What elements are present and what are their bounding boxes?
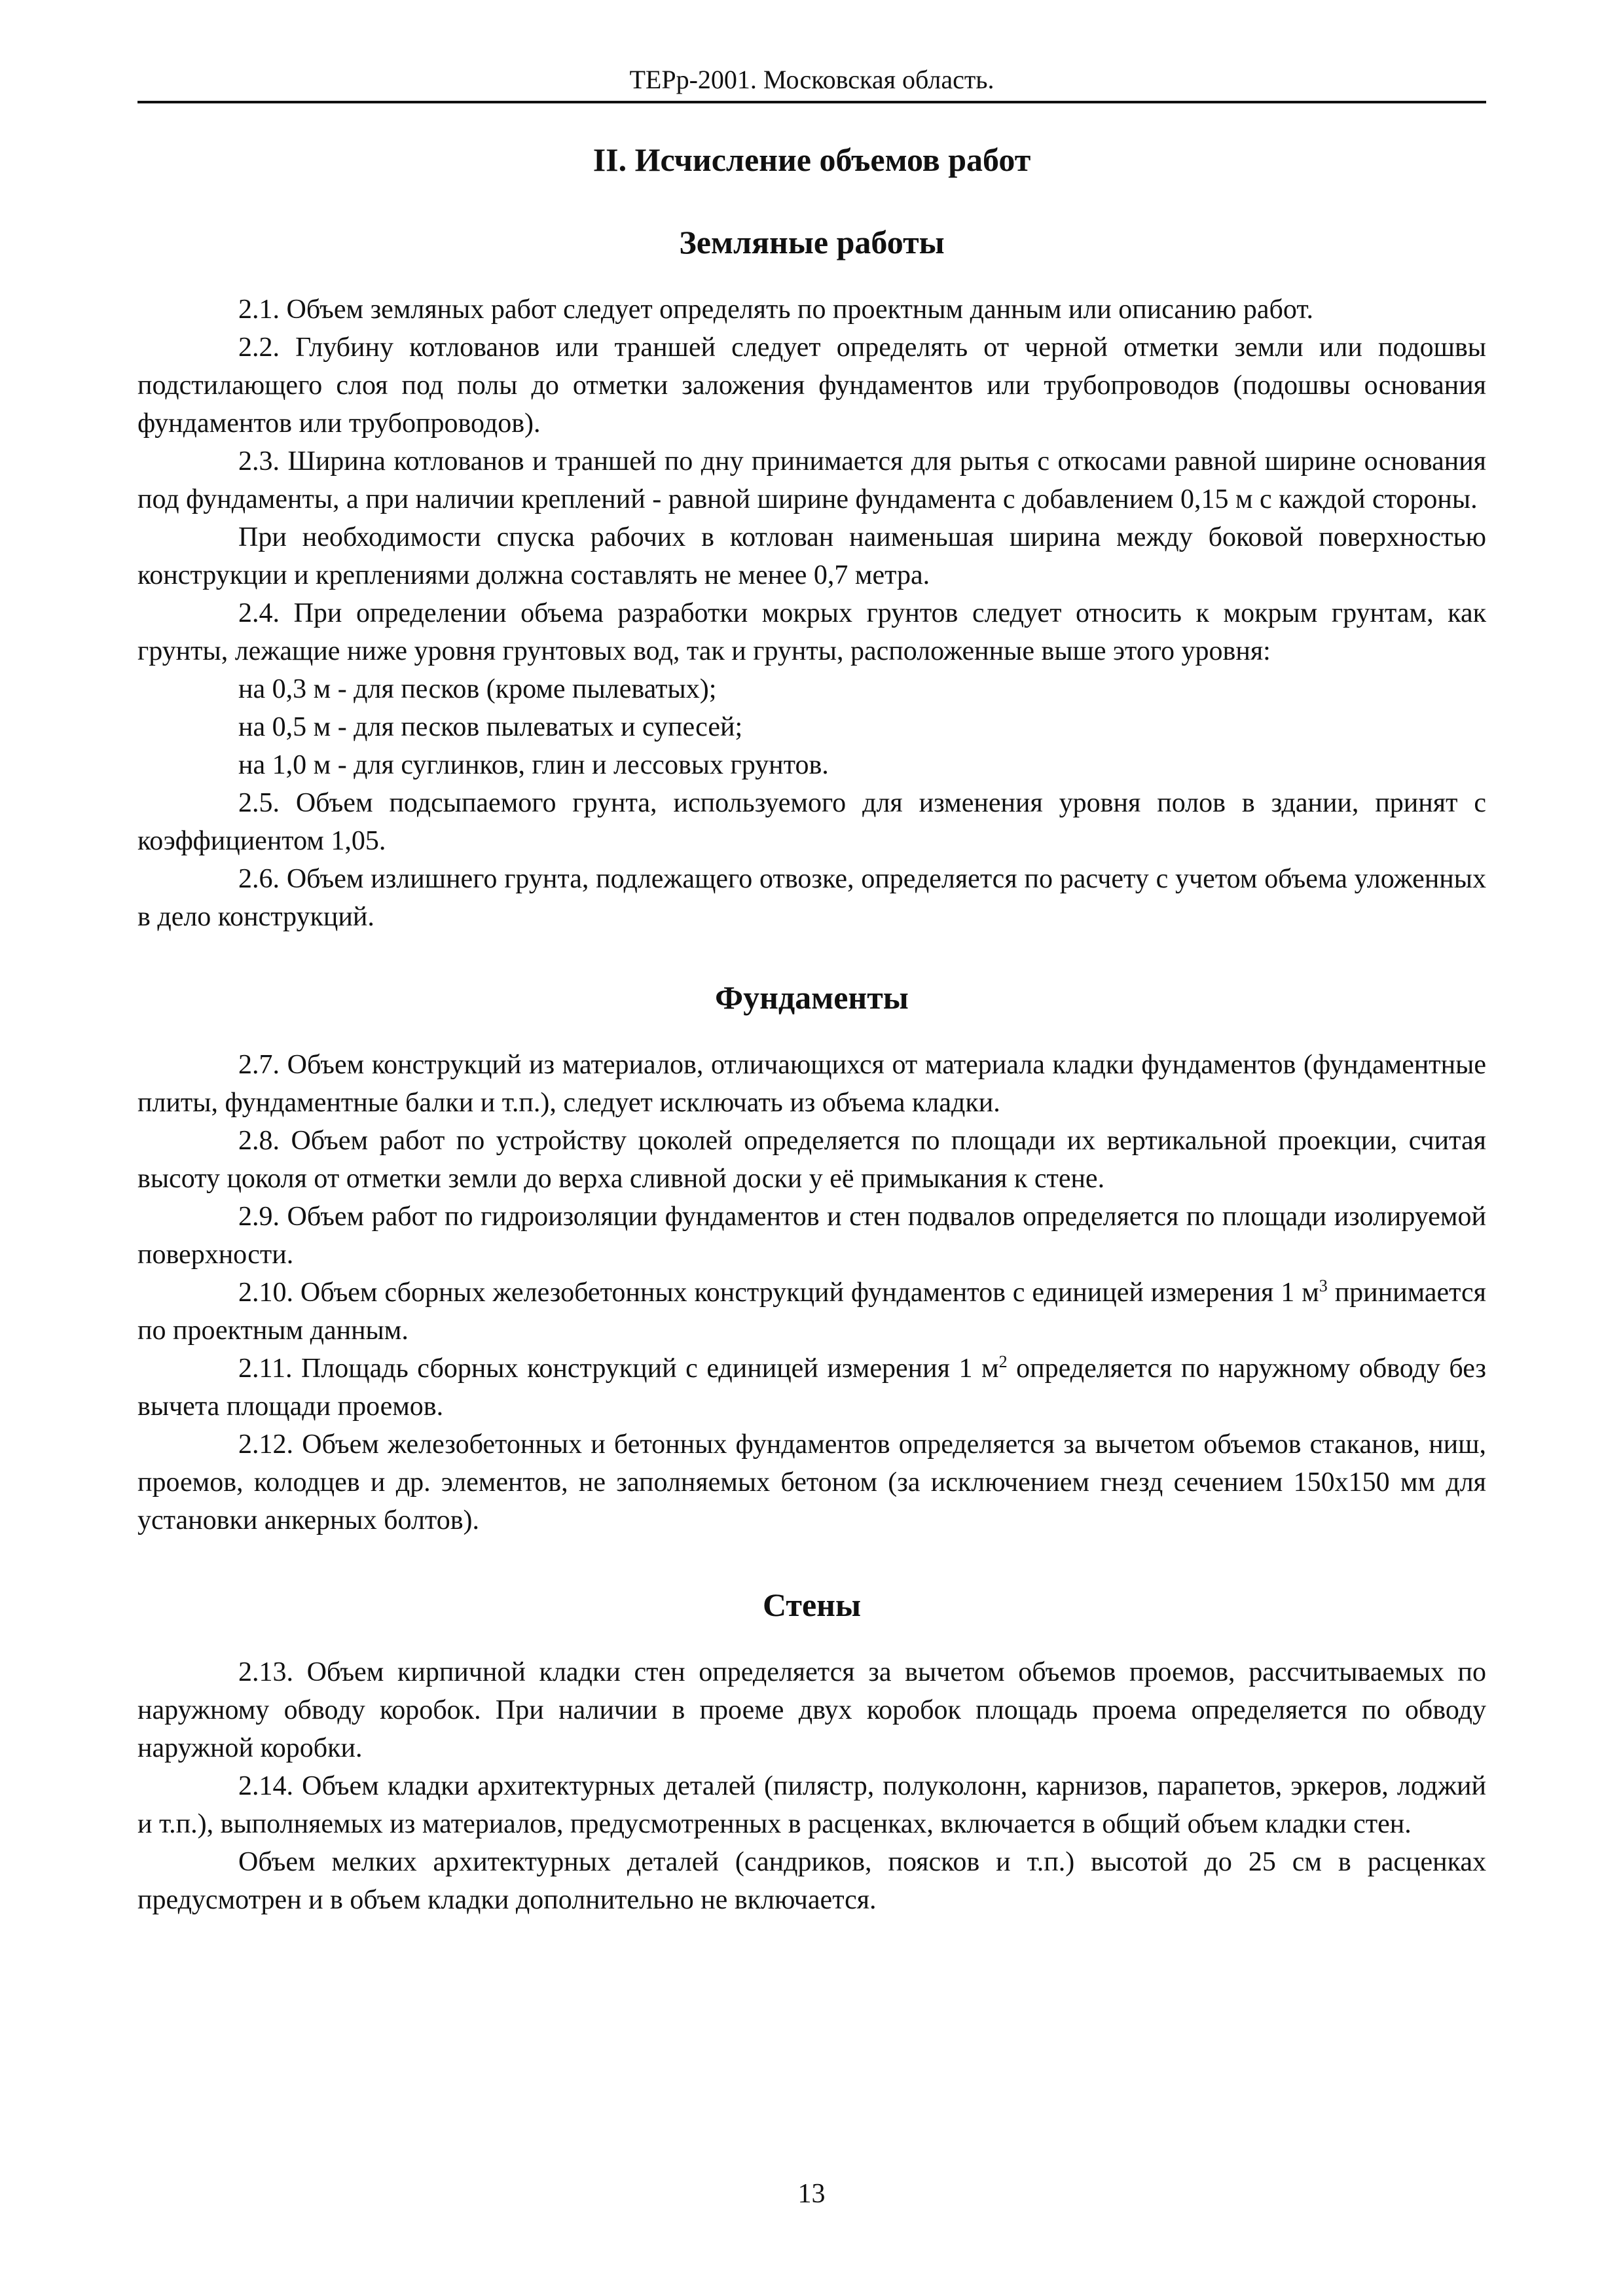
paragraph-2-14-note: Объем мелких архитектурных деталей (сандриков, поясков и т.п.) высотой до 25 см в расценках предусмотрен и в объем кладки дополнительно не включается. xyxy=(137,1847,1486,1915)
section-heading: Фундаменты xyxy=(715,979,909,1016)
paragraph-2-5: 2.5. Объем подсыпаемого грунта, используемого для изменения уровня полов в здании, принят с коэффициентом 1,05. xyxy=(137,788,1486,856)
page-content xyxy=(137,137,1486,1919)
section-earthworks xyxy=(137,223,1486,936)
list-item: на 0,5 м - для песков пылеватых и супесей; xyxy=(238,712,743,742)
paragraph-text: определяется по наружному обводу без вычета площади проемов. xyxy=(137,1354,1486,1422)
paragraph-2-1: 2.1. Объем земляных работ следует определять по проектным данным или описанию работ. xyxy=(238,295,1314,325)
paragraph-2-12: 2.12. Объем железобетонных и бетонных фундаментов определяется за вычетом объемов стаканов, ниш, проемов, колодцев и др. элементов, не заполняемых бетоном (за исключением гнезд сечением 150х150 мм для установки анкерных болтов). xyxy=(137,1429,1486,1535)
section-foundations xyxy=(137,978,1486,1539)
paragraph-2-8: 2.8. Объем работ по устройству цоколей определяется по площади их вертикальной проекции, считая высоту цоколя от отметки земли до верха сливной доски у её примыкания к стене. xyxy=(137,1126,1486,1194)
paragraph-2-14: 2.14. Объем кладки архитектурных деталей (пилястр, полуколонн, карнизов, парапетов, эркеров, лоджий и т.п.), выполняемых из материалов, предусмотренных в расценках, включается в общий объем кладки стен. xyxy=(137,1771,1486,1839)
paragraph-2-2: 2.2. Глубину котлованов или траншей следует определять от черной отметки земли или подошвы подстилающего слоя под полы до отметки заложения фундаментов или трубопроводов (подошвы основания фундаментов или трубопроводов). xyxy=(137,332,1486,439)
paragraph-2-3-note: При необходимости спуска рабочих в котлован наименьшая ширина между боковой поверхностью конструкции и креплениями должна составлять не менее 0,7 метра. xyxy=(137,522,1486,590)
paragraph-2-10 xyxy=(137,1274,1486,1350)
section-heading: Стены xyxy=(762,1587,862,1623)
paragraph-2-11 xyxy=(137,1350,1486,1426)
running-header: ТЕРр-2001. Московская область. xyxy=(137,63,1486,103)
paragraph-2-13: 2.13. Объем кирпичной кладки стен определяется за вычетом объемов проемов, рассчитываемых по наружному обводу коробок. При наличии в проеме двух коробок площадь проема определяется по обводу наружной коробки. xyxy=(137,1657,1486,1763)
paragraph-2-9: 2.9. Объем работ по гидроизоляции фундаментов и стен подвалов определяется по площади изолируемой поверхности. xyxy=(137,1202,1486,1270)
paragraph-text: принимается по проектным данным. xyxy=(137,1278,1487,1346)
section-heading: Земляные работы xyxy=(679,224,945,260)
paragraph-2-3: 2.3. Ширина котлованов и траншей по дну принимается для рытья с откосами равной ширине основания под фундаменты, а при наличии креплений - равной ширине фундамента с добавлением 0,15 м с каждой стороны. xyxy=(137,446,1486,514)
superscript: 3 xyxy=(1319,1276,1328,1295)
paragraph-text: 2.11. Площадь сборных конструкций с единицей измерения 1 м xyxy=(238,1354,999,1384)
superscript: 2 xyxy=(998,1352,1008,1371)
paragraph-2-7: 2.7. Объем конструкций из материалов, отличающихся от материала кладки фундаментов (фундаментные плиты, фундаментные балки и т.п.), следует исключать из объема кладки. xyxy=(137,1050,1486,1118)
list-item: на 1,0 м - для суглинков, глин и лессовых грунтов. xyxy=(238,750,829,780)
paragraph-text: 2.10. Объем сборных железобетонных конструкций фундаментов с единицей измерения 1 м xyxy=(238,1278,1319,1308)
list-item: на 0,3 м - для песков (кроме пылеватых); xyxy=(238,674,717,704)
paragraph-2-6: 2.6. Объем излишнего грунта, подлежащего отвозке, определяется по расчету с учетом объема уложенных в дело конструкций. xyxy=(137,864,1486,932)
page-number: 13 xyxy=(797,2179,826,2209)
chapter-title: II. Исчисление объемов работ xyxy=(593,141,1031,178)
section-walls xyxy=(137,1585,1486,1919)
paragraph-2-4: 2.4. При определении объема разработки мокрых грунтов следует относить к мокрым грунтам, как грунты, лежащие ниже уровня грунтовых вод, так и грунты, расположенные выше этого уровня: xyxy=(137,598,1486,666)
